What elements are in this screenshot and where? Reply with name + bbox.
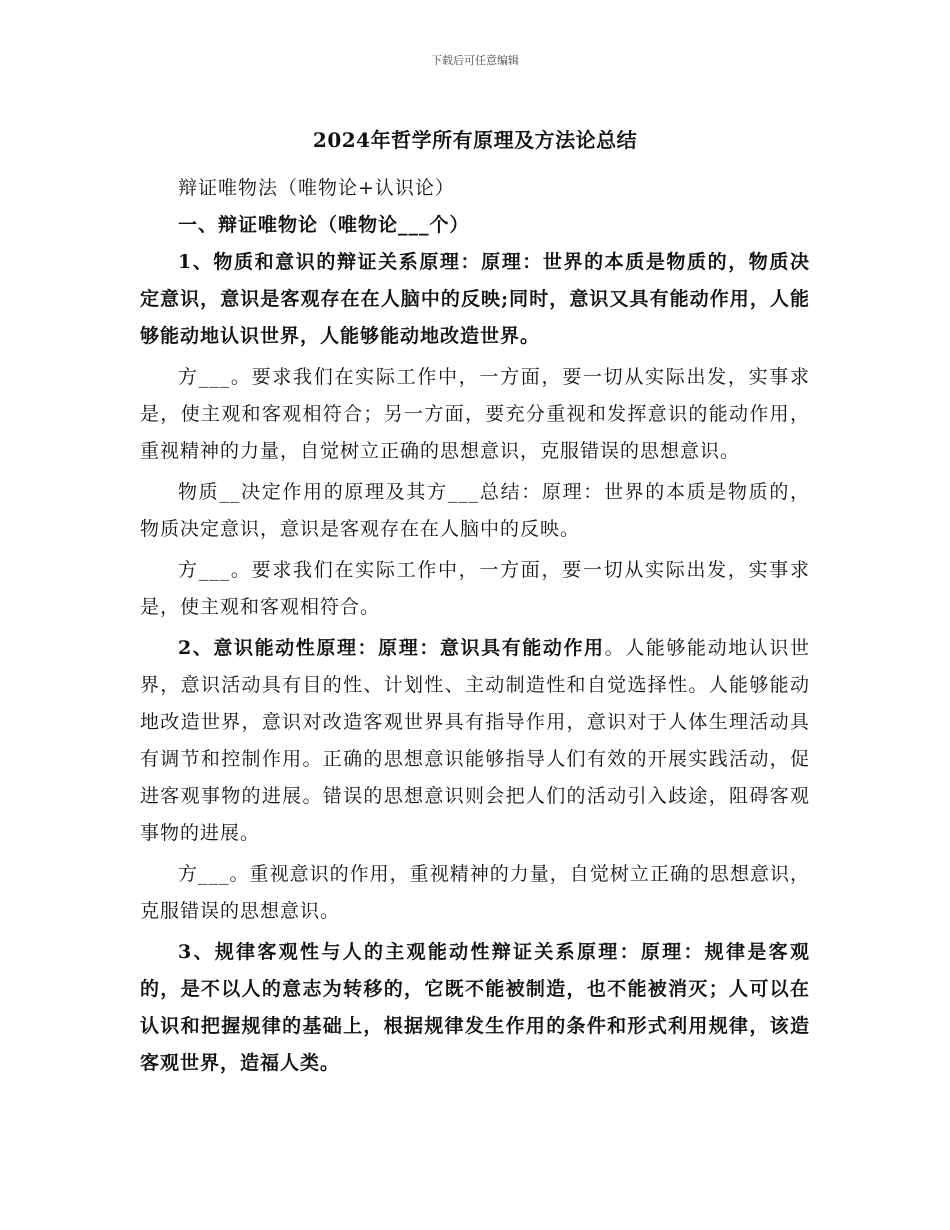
section-heading-1: 一、辩证唯物论（唯物论___个） (178, 214, 470, 236)
principle-2 (140, 630, 810, 852)
document-title: 2024年哲学所有原理及方法论总结 (312, 128, 638, 152)
principle-1: 1、物质和意识的辩证关系原理：原理：世界的本质是物质的，物质决定意识，意识是客观存在在人脑中的反映;同时，意识又具有能动作用，人能够能动地认识世界，人能够能动地改造世界。 (140, 251, 810, 347)
principle-2-heading: 2、意识能动性原理：原理：意识具有能动作用 (178, 637, 605, 659)
paragraph-intro: 辩证唯物法（唯物论+认识论） (178, 177, 455, 199)
summary-paragraph: 物质__决定作用的原理及其方___总结：原理：世界的本质是物质的，物质决定意识，意识是客观存在在人脑中的反映。 (140, 481, 810, 540)
document-body (140, 170, 810, 1082)
method-2: 方___。要求我们在实际工作中，一方面，要一切从实际出发，实事求是，使主观和客观相符合。 (140, 559, 810, 618)
page-header: 下载后可任意编辑 (431, 54, 519, 67)
method-3: 方___。重视意识的作用，重视精神的力量，自觉树立正确的思想意识，克服错误的思想意识。 (140, 863, 810, 922)
principle-3: 3、规律客观性与人的主观能动性辩证关系原理：原理：规律是客观的，是不以人的意志为转移的，它既不能被制造，也不能被消灭；人可以在认识和把握规律的基础上，根据规律发生作用的条件和形式利用规律，该造客观世界，造福人类。 (140, 941, 810, 1074)
principle-2-text: 。人能够能动地认识世界，意识活动具有目的性、计划性、主动制造性和自觉选择性。人能够能动地改造世界，意识对改造客观世界具有指导作用，意识对于人体生理活动具有调节和控制作用。正确的思想意识能够指导人们有效的开展实践活动，促进客观事物的进展。错误的思想意识则会把人们的活动引入歧途，阻碍客观事物的进展。 (140, 637, 810, 844)
method-1: 方___。要求我们在实际工作中，一方面，要一切从实际出发，实事求是，使主观和客观相符合；另一方面，要充分重视和发挥意识的能动作用，重视精神的力量，自觉树立正确的思想意识，克服错误的思想意识。 (140, 366, 810, 462)
